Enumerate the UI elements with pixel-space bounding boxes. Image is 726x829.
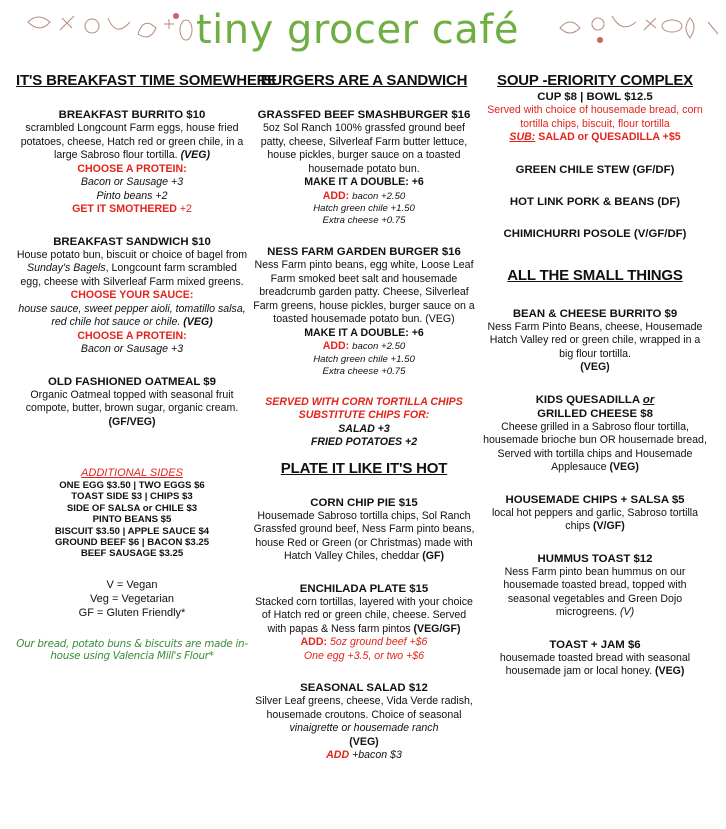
option-label: GET IT SMOTHERED [72, 203, 177, 215]
option-label: ADD: [322, 189, 350, 202]
item-title: GRILLED CHEESE $8 [537, 407, 653, 420]
sides-line: TOAST SIDE $3 | CHIPS $3 [71, 491, 193, 503]
menu-item-kids-quesadilla [482, 393, 708, 475]
menu-item-oatmeal [16, 375, 248, 430]
option-label: CHOOSE YOUR SAUCE: [70, 289, 194, 301]
soup-item: GREEN CHILE STEW (GF/DF) [515, 163, 675, 176]
sub-text: SALAD or QUESADILLA +$5 [538, 131, 681, 143]
item-description: local hot peppers and garlic, Sabroso tortilla chips [491, 506, 699, 532]
diet-tag: (VEG) [183, 316, 213, 328]
item-description: Stacked corn tortillas, layered with your choice of Hatch red or green chile, cheese. Served with papas & Ness farm pintos [255, 595, 473, 635]
option-text: One egg +3.5, or two +$6 [303, 649, 425, 662]
chips-line: FRIED POTATOES +2 [310, 436, 418, 448]
menu-item-enchilada-plate [252, 582, 476, 664]
item-title: GRASSFED BEEF SMASHBURGER $16 [257, 109, 471, 121]
diet-tag: (VEG) [609, 461, 639, 473]
soup-item: CHIMICHURRI POSOLE (V/GF/DF) [503, 227, 687, 240]
item-description: House potato bun, biscuit or choice of bagel from [16, 248, 248, 261]
item-title: TOAST + JAM $6 [549, 638, 641, 651]
item-title: SEASONAL SALAD $12 [300, 682, 428, 694]
option-label: CHOOSE A PROTEIN: [77, 162, 187, 175]
diet-tag: (VEG) [180, 149, 211, 161]
option-text: Extra cheese +0.75 [322, 215, 406, 226]
option-label: CHOOSE A PROTEIN: [77, 329, 187, 342]
item-description: 5oz Sol Ranch 100% grassfed ground beef patty, cheese, Silverleaf Farm butter lettuce, house pickles, burger sauce on a toasted housemade potato bun. [260, 122, 468, 175]
menu-item-hummus-toast [482, 552, 708, 620]
diet-tag: (V/GF) [592, 520, 625, 532]
option-text: Extra cheese +0.75 [322, 365, 406, 377]
flour-note: Our bread, potato buns & biscuits are made in-house using Valencia Mill's Flour* [16, 637, 248, 663]
item-title: NESS FARM GARDEN BURGER $16 [267, 246, 461, 258]
item-description: Organic Oatmeal topped with seasonal fruit compote, butter, brown sugar, organic cream. [25, 388, 239, 414]
item-description: Housemade Sabroso tortilla chips, Sol Ranch Grassfed ground beef, Ness Farm pinto beans, house Red or Green (or Christmas) made with Hatch Valley Chiles, cheddar [253, 509, 475, 562]
section-heading-small-things: ALL THE SMALL THINGS [507, 266, 683, 284]
soup-info [482, 90, 708, 145]
sides-line: PINTO BEANS $5 [92, 514, 172, 526]
item-title: KIDS QUESADILLA [535, 393, 640, 406]
diet-tag: (V) [620, 606, 635, 618]
item-description: Sunday's Bagels [27, 262, 106, 274]
option-text: Bacon or Sausage +3 [80, 343, 184, 355]
option-text: +bacon $3 [352, 749, 402, 761]
item-description: Ness Farm pinto beans, egg white, Loose Leaf Farm smoked beet salt and housemade breadcrumb garden patty. Cheese, Silverleaf Farm greens, house pickles, burger sauce on a toasted housemade potato bun. (VEG) [253, 259, 475, 325]
header [0, 0, 726, 64]
item-description: scrambled Longcount Farm eggs, house fried potatoes, cheese, Hatch red or green chile, in a large Sabroso flour tortilla. [20, 122, 244, 161]
option-price: +2 [179, 203, 192, 215]
item-title-or: or [642, 393, 655, 406]
option-text: bacon +2.50 [352, 341, 406, 352]
chips-line: SALAD +3 [338, 422, 390, 435]
item-description: Ness Farm Pinto Beans, cheese, Housemade Hatch Valley red or green chile, wrapped in a big flour tortilla. [487, 320, 703, 360]
legend-line: GF = Gluten Friendly* [78, 606, 186, 619]
column-breakfast [16, 72, 278, 663]
soup-served: Served with choice of housemade bread, corn tortilla chips, biscuit, flour tortilla [487, 104, 703, 130]
legend-line: V = Vegan [106, 578, 158, 591]
sides-line: BEEF SAUSAGE $3.25 [80, 548, 184, 560]
menu-item-breakfast-sandwich [16, 235, 248, 357]
diet-tag: (GF) [422, 550, 444, 562]
option-text: house sauce, sweet pepper aioli, tomatillo salsa, red chile hot sauce or chile. [18, 302, 246, 328]
additional-sides [16, 467, 248, 560]
sub-label: SUB: [509, 131, 536, 143]
menu-item-breakfast-burrito [16, 108, 248, 217]
sides-line: GROUND BEEF $6 | BACON $3.25 [54, 537, 210, 549]
legend-line: Veg = Vegetarian [89, 592, 175, 605]
sides-heading: ADDITIONAL SIDES [81, 467, 183, 479]
section-heading-breakfast: IT'S BREAKFAST TIME SOMEWHERE [16, 72, 278, 89]
section-heading-burgers: BURGERS ARE A SANDWICH [260, 72, 468, 89]
menu-item-garden-burger [252, 245, 476, 378]
item-title: HUMMUS TOAST $12 [537, 552, 653, 565]
item-title: BEAN & CHEESE BURRITO $9 [512, 307, 678, 320]
section-heading-soups: SOUP -ERIORITY COMPLEX [497, 72, 693, 89]
column-soups [482, 72, 708, 679]
diet-legend [16, 578, 248, 620]
option-text: Hatch green chile +1.50 [313, 203, 415, 214]
column-burgers [252, 72, 476, 763]
item-title: CORN CHIP PIE $15 [310, 496, 418, 509]
diet-tag: (VEG/GF) [413, 622, 461, 635]
option-label: MAKE IT A DOUBLE: +6 [304, 326, 424, 339]
option-text: Pinto beans +2 [96, 189, 168, 202]
option-text: 5oz ground beef +$6 [329, 636, 428, 648]
item-title: HOUSEMADE CHIPS + SALSA $5 [505, 493, 685, 506]
option-label: ADD: [300, 636, 328, 648]
option-text: Hatch green chile +1.50 [313, 353, 415, 365]
sides-line: BISCUIT $3.50 | APPLE SAUCE $4 [54, 525, 210, 537]
menu-item-bean-cheese-burrito [482, 307, 708, 375]
menu-item-toast-jam [482, 638, 708, 679]
menu-item-chips-salsa [482, 493, 708, 534]
item-title: OLD FASHIONED OATMEAL $9 [48, 375, 216, 388]
diet-tag: (VEG) [580, 361, 610, 373]
diet-tag: (VEG) [654, 665, 685, 677]
item-title: BREAKFAST SANDWICH $10 [53, 235, 211, 248]
item-description: Cheese grilled in a Sabroso flour tortilla, housemade brioche bun OR housemade bread, Served with tortilla chips and Housemade Applesauce [483, 420, 707, 473]
menu-item-smashburger [252, 108, 476, 227]
option-label: MAKE IT A DOUBLE: +6 [304, 176, 424, 188]
item-title: BREAKFAST BURRITO $10 [58, 109, 206, 121]
item-description: housemade toasted bread with seasonal housemade jam or local honey. [499, 651, 691, 677]
item-description: vinaigrette or housemade ranch [289, 722, 439, 734]
chips-line: SERVED WITH CORN TORTILLA CHIPS [265, 395, 463, 408]
sides-line: ONE EGG $3.50 | TWO EGGS $6 [59, 480, 205, 491]
item-title: ENCHILADA PLATE $15 [299, 582, 429, 595]
option-label: ADD [326, 749, 350, 761]
section-heading-plates: PLATE IT LIKE IT'S HOT [280, 459, 448, 477]
diet-tag: (GF/VEG) [108, 415, 156, 428]
soup-item: HOT LINK PORK & BEANS (DF) [509, 195, 681, 208]
item-description: Silver Leaf greens, cheese, Vida Verde radish, housemade croutons. Choice of seasonal [255, 695, 473, 721]
menu-item-corn-chip-pie [252, 496, 476, 564]
page-title: tiny grocer café [196, 7, 519, 53]
item-description: Ness Farm pinto bean hummus on our housemade toasted bread, topped with seasonal vegetables and Green Dojo microgreens. [503, 565, 687, 618]
sides-line: SIDE OF SALSA or CHILE $3 [66, 502, 198, 514]
chips-line: SUBSTITUTE CHIPS FOR: [298, 409, 430, 421]
chips-note [252, 396, 476, 450]
diet-tag: (VEG) [349, 735, 379, 748]
option-text: Bacon or Sausage +3 [80, 176, 184, 188]
option-label: ADD: [322, 340, 350, 352]
menu-item-seasonal-salad [252, 681, 476, 763]
item-description: , Longcount farm scrambled egg, cheese with Silverleaf Farm mixed greens. [20, 262, 244, 288]
soup-price: CUP $8 | BOWL $12.5 [537, 91, 653, 103]
option-text: bacon +2.50 [352, 190, 406, 202]
